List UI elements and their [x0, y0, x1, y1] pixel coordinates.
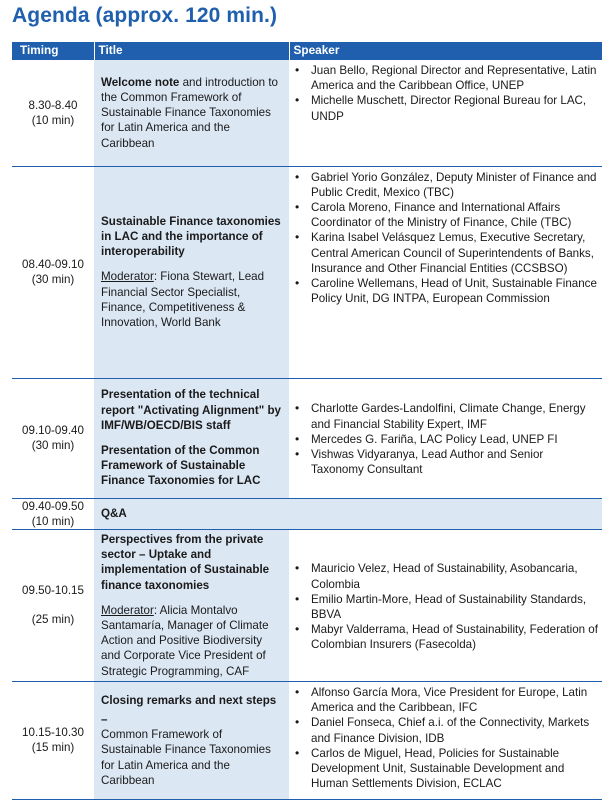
session-title-bold: Q&A	[101, 507, 127, 521]
speaker-item: • Mauricio Velez, Head of Sustainability, Asobancaria, Colombia	[311, 561, 598, 591]
header-title: Title	[94, 42, 289, 60]
time-range: 09.50-10.15	[22, 584, 84, 598]
speaker-item: • Mercedes G. Fariña, LAC Policy Lead, UNEP FI	[311, 432, 598, 447]
agenda-row-closing	[12, 681, 602, 799]
speaker-item: • Karina Isabel Velásquez Lemus, Executive Secretary, Central American Council of Superintendents of Banks, Insurance and Other Financial Entities (CCSBSO)	[311, 230, 598, 276]
timing-cell	[12, 378, 94, 498]
speaker-list	[311, 170, 598, 307]
speaker-list	[311, 561, 598, 652]
duration: (15 min)	[31, 741, 75, 755]
moderator-line	[101, 269, 284, 330]
speaker-item: • Caroline Wellemans, Head of Unit, Sustainable Finance Policy Unit, DG INTPA, European Commission	[311, 276, 598, 306]
moderator-text: : Fiona Stewart, Lead Financial Sector Specialist, Finance, Competitiveness & Innovation, World Bank	[101, 270, 265, 329]
speaker-item: • Emilio Martin-More, Head of Sustainability Standards, BBVA	[311, 592, 598, 622]
moderator-label: Moderator	[101, 270, 154, 284]
speaker-item: • Gabriel Yorio González, Deputy Minister of Finance and Public Credit, Mexico (TBC)	[311, 170, 598, 200]
title-dash: –	[101, 713, 108, 726]
session-title-bold: Welcome note	[101, 75, 180, 89]
speaker-cell	[289, 529, 602, 681]
speaker-cell	[289, 681, 602, 799]
session-title-bold: Perspectives from the private sector – Uptake and implementation of Sustainable finance taxonomies	[101, 532, 270, 592]
duration: (30 min)	[31, 273, 75, 286]
speaker-list	[311, 401, 598, 477]
speaker-item: • Carlos de Miguel, Head, Policies for Sustainable Development Unit, Sustainable Development and Human Settlements Division, ECLAC	[311, 746, 598, 792]
moderator-line	[101, 603, 284, 679]
session-title-bold: Sustainable Finance taxonomies in LAC and the importance of interoperability	[101, 214, 281, 259]
speaker-cell	[289, 166, 602, 378]
session-title-rest: and introduction to the Common Framework of Sustainable Finance Taxonomies for Latin America and the Caribbean	[101, 75, 279, 150]
speaker-item: • Carola Moreno, Finance and International Affairs Coordinator of the Ministry of Finance, Chile (TBC)	[311, 200, 598, 230]
duration: (25 min)	[31, 613, 75, 627]
session-title-bold: Presentation of the technical report "Activating Alignment" by IMF/WB/OECD/BIS staff	[101, 388, 281, 432]
time-range: 09.40-09.50	[22, 499, 84, 513]
table-header-row	[12, 42, 602, 60]
speaker-item: • Alfonso García Mora, Vice President for Europe, Latin America and the Caribbean, IFC	[311, 685, 598, 715]
speaker-list	[311, 63, 598, 124]
agenda-row-taxonomies	[12, 166, 602, 378]
title-cell	[94, 529, 289, 681]
moderator-label: Moderator	[101, 603, 154, 617]
agenda-row-qa	[12, 498, 602, 529]
title-cell	[94, 681, 289, 799]
session-title-bold: Closing remarks and next steps	[101, 693, 277, 707]
timing-cell	[12, 498, 94, 529]
duration: (10 min)	[31, 514, 75, 528]
time-range: 8.30-8.40	[28, 98, 78, 112]
moderator-text: : Alicia Montalvo Santamaría, Manager of Climate Action and Positive Biodiversity and Corporate Vice President of Strategic Programming, CAF	[101, 603, 269, 678]
speaker-cell	[289, 60, 602, 166]
speaker-item: • Michelle Muschett, Director Regional Bureau for LAC, UNDP	[311, 93, 598, 123]
header-speaker: Speaker	[289, 42, 602, 60]
agenda-row-technical-report	[12, 378, 602, 498]
timing-cell	[12, 529, 94, 681]
title-cell	[94, 378, 289, 498]
title-cell	[94, 166, 289, 378]
agenda-table	[12, 42, 603, 800]
time-range: 08.40-09.10	[22, 257, 84, 271]
agenda-row-welcome	[12, 60, 602, 166]
title-cell	[94, 60, 289, 166]
speaker-item: • Charlotte Gardes-Landolfini, Climate Change, Energy and Financial Stability Expert, IMF	[311, 401, 598, 431]
speaker-list	[311, 685, 598, 791]
duration: (10 min)	[31, 113, 75, 127]
header-timing: Timing	[12, 42, 94, 60]
agenda-heading: Agenda (approx. 120 min.)	[12, 4, 278, 27]
time-range: 10.15-10.30	[22, 726, 84, 740]
agenda-row-private-sector	[12, 529, 602, 681]
title-cell	[94, 498, 602, 529]
speaker-item: • Juan Bello, Regional Director and Representative, Latin America and the Caribbean Office, UNEP	[311, 63, 598, 93]
speaker-item: • Daniel Fonseca, Chief a.i. of the Connectivity, Markets and Finance Division, IDB	[311, 715, 598, 745]
session-title-rest: Common Framework of Sustainable Finance Taxonomies for Latin America and the Caribbean	[101, 728, 271, 787]
time-range: 09.10-09.40	[22, 423, 84, 437]
timing-cell	[12, 681, 94, 799]
duration: (30 min)	[31, 439, 75, 452]
session-title-bold-2: Presentation of the Common Framework of Sustainable Finance Taxonomies for LAC	[101, 444, 261, 488]
timing-cell	[12, 60, 94, 166]
speaker-item: • Vishwas Vidyaranya, Lead Author and Senior Taxonomy Consultant	[311, 447, 598, 477]
speaker-cell	[289, 378, 602, 498]
timing-cell	[12, 166, 94, 378]
speaker-item: • Mabyr Valderrama, Head of Sustainability, Federation of Colombian Insurers (Fasecolda)	[311, 622, 598, 652]
